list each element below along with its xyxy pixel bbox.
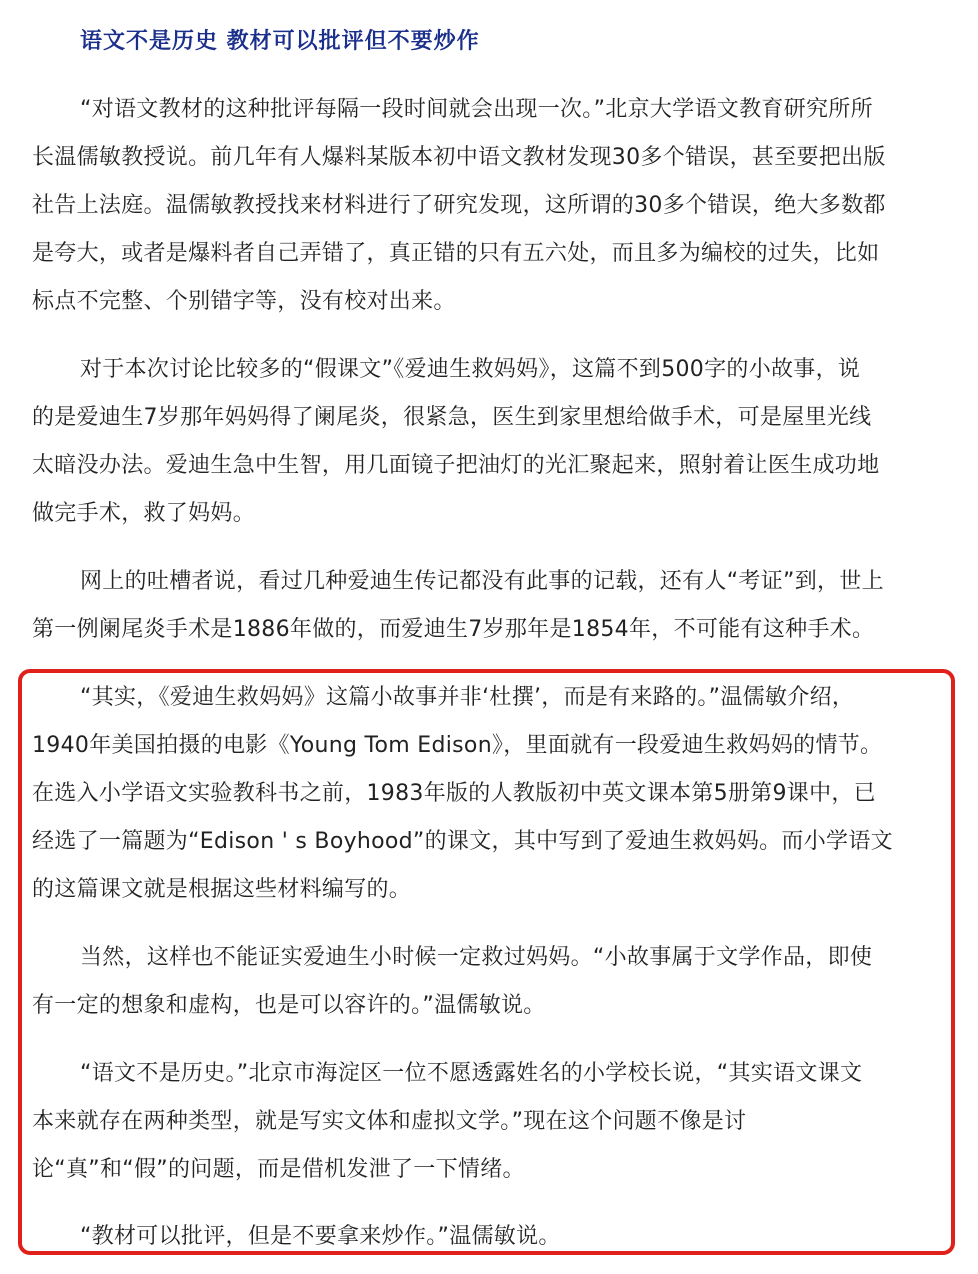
paragraph-line: 的这篇课文就是根据这些材料编写的。 (32, 877, 412, 902)
paragraph-line: 标点不完整、个别错字等，没有校对出来。 (32, 289, 456, 314)
paragraph-line: “教材可以批评，但是不要拿来炒作。”温儒敏说。 (80, 1224, 561, 1249)
paragraph-line: 网上的吐槽者说，看过几种爱迪生传记都没有此事的记载，还有人“考证”到，世上 (80, 569, 884, 594)
paragraph-line: “语文不是历史。”北京市海淀区一位不愿透露姓名的小学校长说，“其实语文课文 (80, 1061, 863, 1086)
paragraph-line: 是夸大，或者是爆料者自己弄错了，真正错的只有五六处，而且多为编校的过失，比如 (32, 241, 880, 266)
paragraph-line: 长温儒敏教授说。前几年有人爆料某版本初中语文教材发现30多个错误，甚至要把出版 (32, 145, 886, 170)
paragraph-line: “对语文教材的这种批评每隔一段时间就会出现一次。”北京大学语文教育研究所所 (80, 97, 873, 122)
paragraph-line: 做完手术，救了妈妈。 (32, 501, 256, 526)
paragraph-line: 本来就存在两种类型，就是写实文体和虚拟文学。”现在这个问题不像是讨 (32, 1109, 747, 1134)
paragraph-line: 太暗没办法。爱迪生急中生智，用几面镜子把油灯的光汇聚起来，照射着让医生成功地 (32, 453, 880, 478)
paragraph-line: 在选入小学语文实验教科书之前，1983年版的人教版初中英文课本第5册第9课中，已 (32, 781, 876, 806)
paragraph-line: 经选了一篇题为“Edison ' s Boyhood”的课文，其中写到了爱迪生救妈妈。而小学语文 (32, 829, 893, 854)
paragraph-line: 有一定的想象和虚构，也是可以容许的。”温儒敏说。 (32, 993, 546, 1018)
paragraph-line: 论“真”和“假”的问题，而是借机发泄了一下情绪。 (32, 1157, 525, 1182)
paragraph-line: 对于本次讨论比较多的“假课文”《爱迪生救妈妈》，这篇不到500字的小故事，说 (80, 357, 861, 382)
paragraph-line: “其实，《爱迪生救妈妈》这篇小故事并非‘杜撰’，而是有来路的。”温儒敏介绍， (80, 685, 855, 710)
paragraph-line: 当然，这样也不能证实爱迪生小时候一定救过妈妈。“小故事属于文学作品，即使 (80, 945, 873, 970)
paragraph-line: 的是爱迪生7岁那年妈妈得了阑尾炎，很紧急，医生到家里想给做手术，可是屋里光线 (32, 405, 872, 430)
article-heading: 语文不是历史 教材可以批评但不要炒作 (80, 29, 480, 54)
paragraph-line: 1940年美国拍摄的电影《Young Tom Edison》，里面就有一段爱迪生救妈妈的情节。 (32, 733, 883, 758)
paragraph-line: 社告上法庭。温儒敏教授找来材料进行了研究发现，这所谓的30多个错误，绝大多数都 (32, 193, 886, 218)
paragraph-line: 第一例阑尾炎手术是1886年做的，而爱迪生7岁那年是1854年，不可能有这种手术。 (32, 617, 875, 642)
